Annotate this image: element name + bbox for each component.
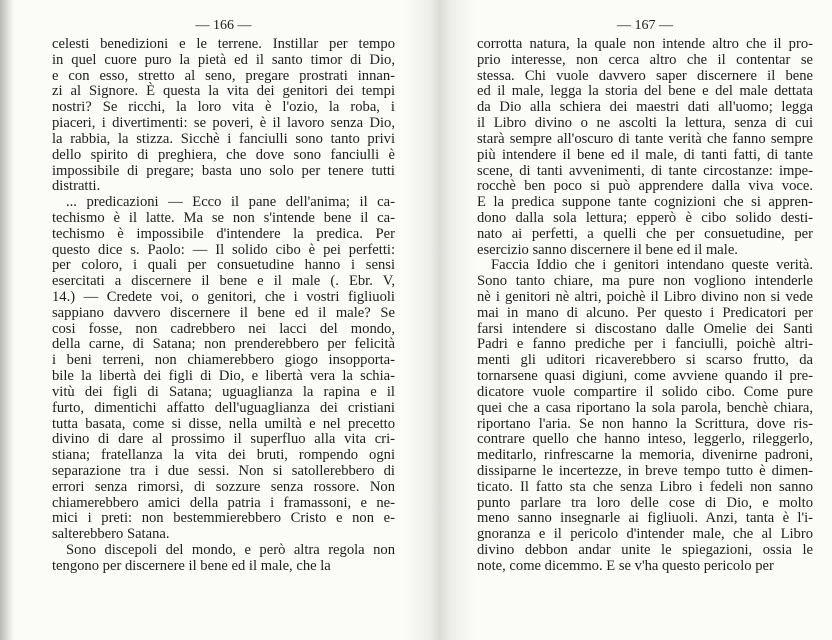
- text-line: dissiparne le incertezze, in breve tempo tutto è dimen-: [477, 462, 813, 479]
- text-line: menti gli uditori ricaverebbero si scarso frutto, da: [477, 352, 813, 369]
- text-line: E la predica suppone tante cognizioni che si appren-: [477, 194, 813, 211]
- text-line: gnoranza e il pericolo d'intender male, che al Libro: [477, 526, 813, 543]
- text-line: furto, dimentichi affatto dell'uguaglianza dei cristiani: [52, 399, 395, 416]
- text-line: stiana; fratellanza la vita dei bruti, rompendo ogni: [52, 447, 395, 464]
- text-line: tutta basata, come si disse, nella umiltà e nel precetto: [52, 415, 395, 432]
- text-line: Sono tanto chiare, ma pure non vogliono intenderle: [477, 273, 813, 290]
- text-line: riportano l'aria. Se non hanno la Scrittura, dove ris-: [477, 415, 813, 432]
- text-line: stessa. Chi vuole davvero saper discernere il bene: [477, 67, 813, 84]
- page-body: [477, 37, 813, 575]
- book-gutter: [405, 0, 475, 640]
- text-line: vitù dei figli di Satana; uguaglianza la rapina e il: [52, 383, 395, 400]
- text-line: techismo è il latte. Ma se non s'intende bene il ca-: [52, 209, 395, 226]
- text-line: divino debbon andar unite le spiegazioni, ossia le: [477, 542, 813, 558]
- text-line: da Dio alla schiera dei maestri dati all'uomo; legga: [477, 99, 813, 116]
- text-line: della carne, di Satana; non prenderebbero per felicità: [52, 336, 395, 353]
- text-line: Faccia Iddio che i genitori intendano queste verità.: [491, 257, 813, 274]
- text-line: ed il male, legga la storia del bene e del male dettata: [477, 83, 813, 100]
- text-line: salterebbero Satana.: [52, 526, 170, 543]
- text-line: dello spirito di preghiera, che dove sono fanciulli è: [52, 146, 395, 163]
- text-line: dicatore vuole compartire il solido cibo. Come pure: [477, 383, 813, 400]
- text-line: contrare quello che hanno inteso, leggerlo, rileggerlo,: [477, 431, 813, 448]
- text-line: e con esso, stretto al seno, pregare prostrati innan-: [52, 67, 395, 84]
- text-line: la rabbia, la stizza. Sicchè i fanciulli sono tanto privi: [52, 130, 395, 147]
- text-line: starà sempre all'oscuro di tante verità che fanno sempre: [477, 130, 813, 147]
- scan-left-edge: [0, 0, 14, 640]
- text-line: meditarlo, rinfrescarne la memoria, divenirne padroni,: [477, 447, 813, 464]
- text-line: nostri? Se ricchi, la loro vita è l'ozio, la roba, i: [52, 99, 395, 116]
- text-line: nato ai perfetti, a quelli che per consuetudine, per: [477, 225, 813, 242]
- text-line: divino di dare al prossimo il superfluo alla vita cri-: [52, 431, 395, 448]
- text-line: ... predicazioni — Ecco il pane dell'anima; il ca-: [66, 194, 395, 211]
- text-line: dono dalla sola lettura; epperò è cibo solido desti-: [477, 209, 813, 226]
- text-line: per coloro, i quali per consuetudine hanno i sensi: [52, 257, 395, 274]
- text-line: distratti.: [52, 178, 101, 195]
- text-line: il Libro divino o ne ascolti la lettura, senza di cui: [477, 115, 813, 132]
- text-line: Padri e fanno prediche per i fanciulli, poichè altri-: [477, 336, 813, 353]
- text-line: piaceri, i divertimenti: se poveri, è il lavoro senza Dio,: [52, 115, 395, 132]
- text-line: esercitati a discernere il bene e il male (. Ebr. V,: [52, 273, 395, 290]
- text-line: esercizio sanno discernere il bene ed il male.: [477, 241, 738, 258]
- text-line: tengono per discernere il bene ed il male, che la: [52, 557, 331, 574]
- text-line: techismo è impossibile d'intendere la predica. Per: [52, 225, 395, 242]
- page-number: — 167 —: [617, 18, 673, 33]
- text-line: impossibile di pregare; basta uno solo per tenere tutti: [52, 162, 395, 179]
- text-line: corrotta natura, la quale non intende altro che il pro-: [477, 36, 813, 52]
- page-left: [52, 16, 395, 575]
- text-line: separazione tra i due sessi. Non si satollerebbero di: [52, 462, 395, 479]
- text-line: punto parlare tra loro delle cose di Dio, e molto: [477, 494, 813, 511]
- text-line: ticato. Il fatto sta che senza Libro i fedeli non sanno: [477, 478, 813, 495]
- text-line: 14.) — Credete voi, o genitori, che i vostri figliuoli: [52, 289, 395, 305]
- text-line: errori senza rimorsi, di sozzure senza rossore. Non: [52, 478, 395, 495]
- text-line: note, come dicemmo. E se v'ha questo pericolo per: [477, 557, 774, 574]
- page-body: [52, 37, 395, 575]
- page-right: [477, 16, 813, 575]
- text-line: celesti benedizioni e le terrene. Instillar per tempo: [52, 36, 395, 52]
- text-line: scene, di tanti avvenimenti, di tante circostanze: impe-: [477, 162, 813, 179]
- text-line: mici i preti: non bestemmierebbero Cristo e non e-: [52, 510, 395, 527]
- text-line: i beni terreni, non chiamerebbero giogo insopporta-: [52, 352, 395, 369]
- text-line: questo dice s. Paolo: — Il solido cibo è pei perfetti:: [52, 241, 395, 258]
- page-number: — 166 —: [195, 18, 252, 33]
- text-line: chiamerebbero amici della patria i framassoni, e ne-: [52, 494, 395, 511]
- text-line: più intendere il bene ed il male, di tanti fatti, di tante: [477, 146, 813, 163]
- text-line: quei che a casa riportano la sola parola, benchè chiara,: [477, 399, 813, 416]
- text-line: tornarsene quasi digiuni, come avviene quando il pre-: [477, 368, 813, 385]
- text-line: sappiano davvero discernere il bene ed il male? Se: [52, 304, 395, 321]
- text-line: meno sanno insegnarle ai figliuoli. Anzi, tanta è l'i-: [477, 510, 813, 527]
- text-line: prio interesse, non cerca altro che il contentar se: [477, 51, 813, 68]
- text-line: mai in mano di alcuno. Per questo i Predicatori per: [477, 304, 813, 321]
- text-line: in quel cuore puro la pietà ed il santo timor di Dio,: [52, 51, 395, 68]
- text-line: Sono discepoli del mondo, e però altra regola non: [66, 542, 395, 558]
- text-line: cosi fosse, non cadrebbero nei lacci del mondo,: [52, 320, 395, 337]
- text-line: nè i genitori nè altri, poichè il Libro divino non si vede: [477, 289, 813, 305]
- text-line: bile la libertà dei figli di Dio, e libertà vera la schia-: [52, 368, 395, 385]
- text-line: rocchè ben poco si può apprendere dalla viva voce.: [477, 178, 813, 195]
- text-line: zi al Signore. È questa la vita dei genitori dei tempi: [52, 83, 395, 100]
- text-line: farsi intendere si discostano dalle Omelie dei Santi: [477, 320, 813, 337]
